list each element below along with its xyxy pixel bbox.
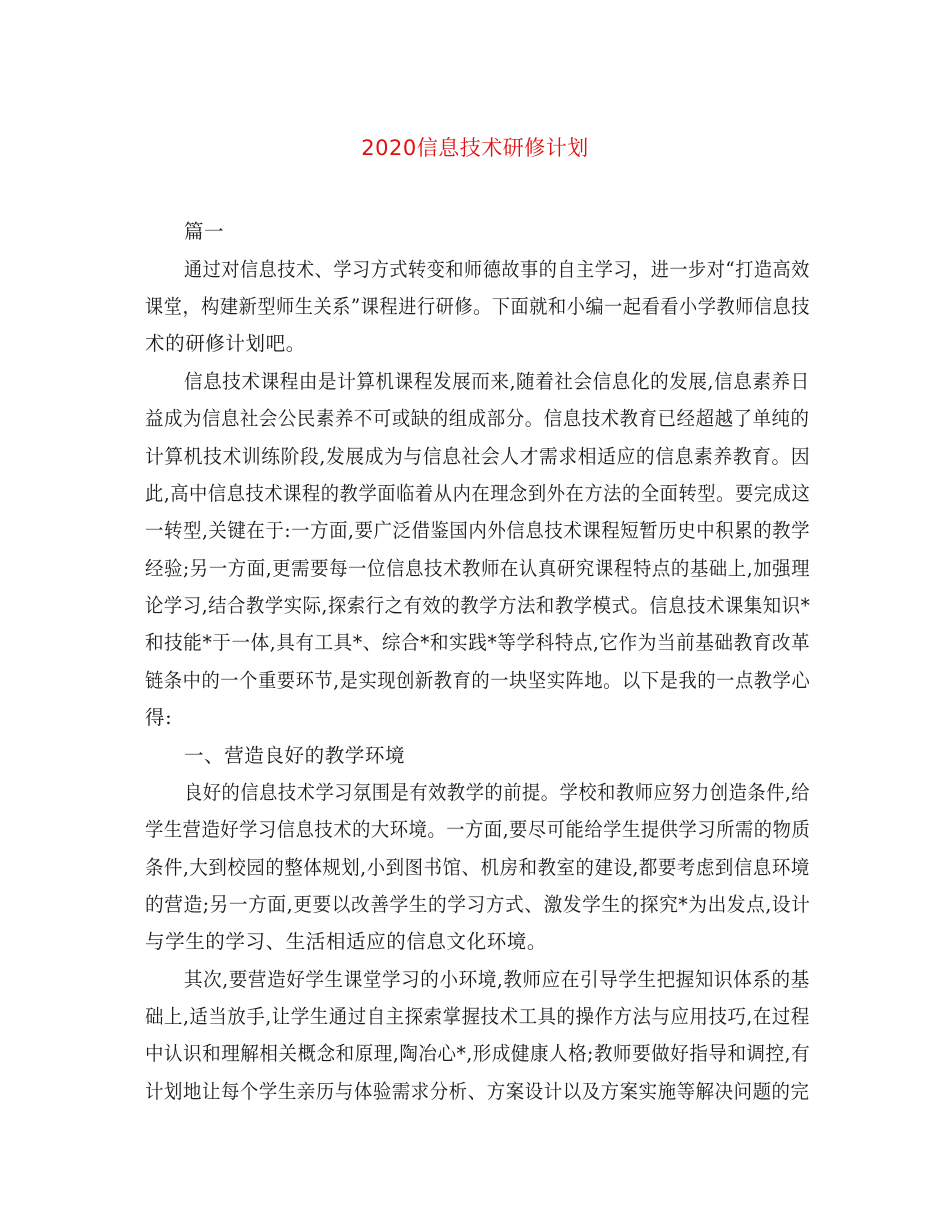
text-line: 链条中的一个重要环节,是实现创新教育的一块坚实阵地。以下是我的一点教学心 (145, 669, 811, 692)
text-line: 良好的信息技术学习氛围是有效教学的前提。学校和教师应努力创造条件,给 (184, 781, 811, 804)
text-line: 一转型,关键在于:一方面,要广泛借鉴国内外信息技术课程短暂历史中积累的教学 (145, 519, 811, 542)
text-line: 此,高中信息技术课程的教学面临着从内在理念到外在方法的全面转型。要完成这 (145, 482, 811, 505)
text-line: 论学习,结合教学实际,探索行之有效的教学方法和教学模式。信息技术课集知识* (145, 594, 811, 617)
text-line: 益成为信息社会公民素养不可或缺的组成部分。信息技术教育已经超越了单纯的 (145, 407, 810, 430)
section-label: 篇一 (184, 220, 225, 243)
text-line: 课堂，构建新型师生关系”课程进行研修。下面就和小编一起看看小学教师信息技 (145, 295, 811, 318)
text-line: 计划地让每个学生亲历与体验需求分析、方案设计以及方案实施等解决问题的完 (145, 1080, 810, 1103)
text-line: 础上,适当放手,让学生通过自主探索掌握技术工具的操作方法与应用技巧,在过程 (145, 1005, 810, 1028)
text-line: 经验;另一方面,更需要每一位信息技术教师在认真研究课程特点的基础上,加强理 (145, 557, 811, 580)
text-line: 计算机技术训练阶段,发展成为与信息社会人才需求相适应的信息素养教育。因 (145, 445, 811, 468)
text-line: 得: (145, 706, 173, 729)
text-line: 术的研修计划吧。 (145, 332, 306, 355)
text-line: 信息技术课程由是计算机课程发展而来,随着社会信息化的发展,信息素养日 (184, 370, 810, 393)
text-line: 条件,大到校园的整体规划,小到图书馆、机房和教室的建设,都要考虑到信息环境 (145, 856, 810, 879)
text-line: 通过对信息技术、学习方式转变和师德故事的自主学习，进一步对“打造高效 (184, 258, 810, 281)
document-title: 2020信息技术研修计划 (361, 136, 589, 160)
text-line: 中认识和理解相关概念和原理,陶冶心*,形成健康人格;教师要做好指导和调控,有 (145, 1042, 811, 1065)
text-line: 其次,要营造好学生课堂学习的小环境,教师应在引导学生把握知识体系的基 (184, 968, 810, 991)
text-line: 的营造;另一方面,更要以改善学生的学习方式、激发学生的探究*为出发点,设计 (145, 893, 811, 916)
text-line: 学生营造好学习信息技术的大环境。一方面,要尽可能给学生提供学习所需的物质 (145, 818, 811, 841)
text-line: 与学生的学习、生活相适应的信息文化环境。 (145, 930, 548, 953)
text-line: 和技能*于一体,具有工具*、综合*和实践*等学科特点,它作为当前基础教育改革 (145, 631, 811, 654)
section-heading: 一、营造良好的教学环境 (184, 744, 406, 767)
